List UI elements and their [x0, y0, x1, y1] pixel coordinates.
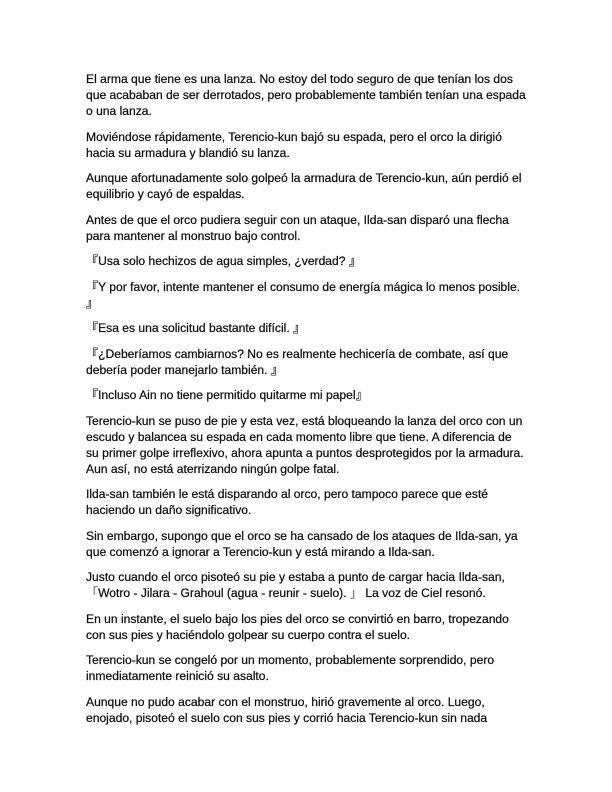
paragraph-8: Justo cuando el orco pisoteó su pie y estaba a punto de cargar hacia Ilda-san, 「Wotro - Jilara - Grahoul (agua - reunir - suelo). 」 La voz de Ciel resonó. — [86, 570, 505, 600]
paragraph-10: Terencio-kun se congeló por un momento, probablemente sorprendido, pero inmediatamente reinició su asalto. — [86, 653, 495, 683]
dialogue-line-5: 『Incluso Ain no tiene permitido quitarme mi papel』 — [86, 388, 368, 402]
paragraph-4: Antes de que el orco pudiera seguir con un ataque, Ilda-san disparó una flecha para mantener al monstruo bajo control. — [86, 212, 509, 243]
paragraph-11: Aunque no pudo acabar con el monstruo, hirió gravemente al orco. Luego, enojado, pisoteó el suelo con sus pies y corrió hacia Terencio-kun sin nada — [86, 694, 488, 725]
dialogue-line-1: 『Usa solo hechizos de agua simples, ¿verdad? 』 — [86, 254, 361, 268]
dialogue-line-2: 『Y por favor, intente mantener el consumo de energía mágica lo menos posible. 』 — [86, 279, 521, 310]
paragraph-7: Sin embargo, supongo que el orco se ha cansado de los ataques de Ilda-san, ya que comenzó a ignorar a Terencio-kun y está mirando a Ilda-san. — [86, 528, 518, 559]
paragraph-6: Ilda-san también le está disparando al orco, pero tampoco parece que esté haciendo un daño significativo. — [86, 487, 489, 517]
paragraph-2: Moviéndose rápidamente, Terencio-kun bajó su espada, pero el orco la dirigió hacia su armadura y blandió su lanza. — [86, 129, 502, 160]
paragraph-9: En un instante, el suelo bajo los pies del orco se convirtió en barro, tropezando con sus pies y haciéndolo golpear su cuerpo contra el suelo. — [86, 611, 509, 642]
page-body — [86, 71, 526, 735]
paragraph-3: Aunque afortunadamente solo golpeó la armadura de Terencio-kun, aún perdió el equilibrio y cayó de espaldas. — [86, 171, 522, 201]
paragraph-1: El arma que tiene es una lanza. No estoy del todo seguro de que tenían los dos que acababan de ser derrotados, pero probablemente también tenían una espada o una lanza. — [86, 72, 526, 118]
paragraph-5: Terencio-kun se puso de pie y esta vez, está bloqueando la lanza del orco con un escudo y balancea su espada en cada momento libre que tiene. A diferencia de su primer golpe irreflexivo, ahora apunta a puntos desprotegidos por la armadura. Aun así, no está aterrizando ningún golpe fatal. — [86, 413, 524, 476]
dialogue-line-3: 『Esa es una solicitud bastante difícil. 』 — [86, 321, 306, 335]
dialogue-line-4: 『¿Deberíamos cambiarnos? No es realmente hechicería de combate, así que debería poder manejarlo también. 』 — [86, 346, 509, 377]
